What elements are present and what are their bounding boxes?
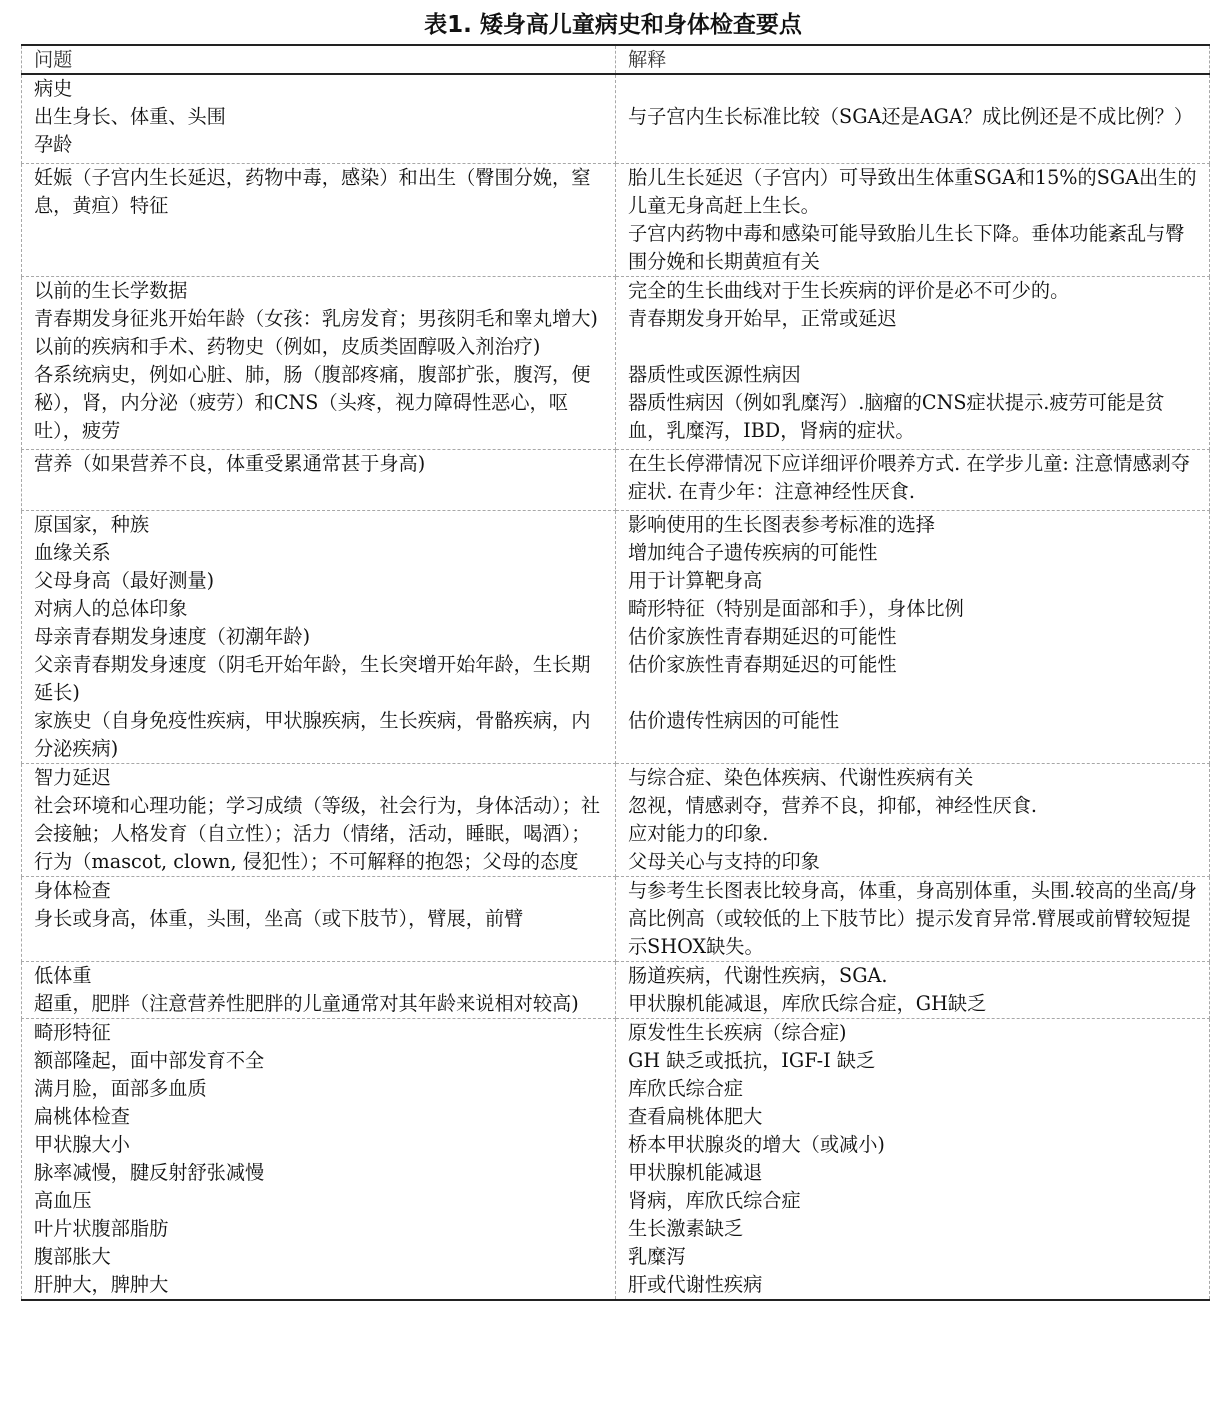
explanation-line: 胎儿生长延迟（子宫内）可导致出生体重SGA和15%的SGA出生的儿童无身高赶上生长。 (628, 166, 1197, 217)
question-line: 病史 (34, 77, 73, 100)
explanation-line (628, 75, 1197, 103)
question-cell (22, 877, 616, 962)
table-body (22, 74, 1210, 1300)
question-line: 肝肿大，脾肿大 (34, 1273, 169, 1296)
table-title: 表1. 矮身高儿童病史和身体检查要点 (424, 12, 802, 38)
question-cell (22, 277, 616, 450)
history-exam-table (21, 44, 1210, 1301)
question-cell (22, 74, 616, 164)
explanation-line: GH 缺乏或抵抗，IGF-I 缺乏 (628, 1049, 876, 1072)
question-line: 妊娠（子宫内生长延迟，药物中毒，感染）和出生（臀围分娩，窒息，黄疸）特征 (34, 166, 591, 217)
question-line: 畸形特征 (34, 1021, 111, 1044)
question-line: 高血压 (34, 1189, 92, 1212)
explanation-cell (616, 74, 1210, 164)
explanation-line: 增加纯合子遗传疾病的可能性 (628, 541, 878, 564)
question-line: 青春期发身征兆开始年龄（女孩：乳房发育；男孩阴毛和睾丸增大) (34, 307, 598, 330)
explanation-line: 器质性或医源性病因 (628, 363, 801, 386)
question-line: 脉率减慢，腱反射舒张减慢 (34, 1161, 265, 1184)
table-row (22, 164, 1210, 277)
question-line: 孕龄 (34, 133, 73, 156)
explanation-line: 肾病，库欣氏综合症 (628, 1189, 801, 1212)
explanation-cell (616, 164, 1210, 277)
table-header (22, 45, 1210, 74)
question-line: 营养（如果营养不良，体重受累通常甚于身高) (34, 452, 426, 475)
explanation-line: 甲状腺机能减退，库欣氏综合症，GH缺乏 (628, 992, 987, 1015)
explanation-line: 用于计算靶身高 (628, 569, 763, 592)
table-row (22, 74, 1210, 164)
explanation-cell (616, 877, 1210, 962)
question-line: 额部隆起，面中部发育不全 (34, 1049, 265, 1072)
table-row (22, 511, 1210, 764)
explanation-line: 估价家族性青春期延迟的可能性 (628, 653, 897, 676)
explanation-line: 与综合症、染色体疾病、代谢性疾病有关 (628, 766, 974, 789)
explanation-cell (616, 450, 1210, 511)
explanation-line: 原发性生长疾病（综合症) (628, 1021, 847, 1044)
question-line: 社会环境和心理功能；学习成绩（等级，社会行为，身体活动）；社会接触；人格发育（自立性）；活力（情绪，活动，睡眠，喝酒）；行为（mascot, clown, 侵犯性）；不可解释的抱怨；父母的态度 (34, 794, 601, 873)
explanation-line: 与参考生长图表比较身高，体重，身高别体重，头围.较高的坐高/身高比例高（或较低的上下肢节比）提示发育异常.臂展或前臂较短提示SHOX缺失。 (628, 879, 1197, 958)
explanation-line: 估价家族性青春期延迟的可能性 (628, 625, 897, 648)
question-line: 以前的生长学数据 (34, 279, 188, 302)
question-line: 扁桃体检查 (34, 1105, 130, 1128)
question-line: 血缘关系 (34, 541, 111, 564)
explanation-line: 库欣氏综合症 (628, 1077, 744, 1100)
question-cell (22, 962, 616, 1019)
explanation-line: 乳糜泻 (628, 1245, 686, 1268)
question-line: 原国家，种族 (34, 513, 150, 536)
explanation-line: 应对能力的印象. (628, 822, 769, 845)
explanation-cell (616, 764, 1210, 877)
explanation-line: 肝或代谢性疾病 (628, 1273, 763, 1296)
explanation-line: 查看扁桃体肥大 (628, 1105, 763, 1128)
explanation-cell (616, 962, 1210, 1019)
question-cell (22, 764, 616, 877)
question-cell (22, 450, 616, 511)
question-line: 腹部胀大 (34, 1245, 111, 1268)
question-line: 智力延迟 (34, 766, 111, 789)
question-line: 各系统病史，例如心脏、肺，肠（腹部疼痛，腹部扩张，腹泻，便秘），肾，内分泌（疲劳）和CNS（头疼，视力障碍性恶心，呕吐），疲劳 (34, 363, 591, 442)
table-row (22, 277, 1210, 450)
explanation-line: 畸形特征（特别是面部和手），身体比例 (628, 597, 964, 620)
explanation-line (628, 333, 1197, 361)
explanation-cell (616, 277, 1210, 450)
question-line: 以前的疾病和手术、药物史（例如，皮质类固醇吸入剂治疗) (34, 335, 541, 358)
explanation-line: 影响使用的生长图表参考标准的选择 (628, 513, 935, 536)
question-line: 母亲青春期发身速度（初潮年龄) (34, 625, 311, 648)
header-question: 问题 (22, 45, 616, 74)
question-line: 父亲青春期发身速度（阴毛开始年龄，生长突增开始年龄，生长期延长) (34, 653, 591, 704)
question-cell (22, 1019, 616, 1301)
explanation-line: 桥本甲状腺炎的增大（或减小) (628, 1133, 885, 1156)
explanation-line: 在生长停滞情况下应详细评价喂养方式. 在学步儿童: 注意情感剥夺症状. 在青少年：注意神经性厌食. (628, 452, 1191, 503)
question-line: 家族史（自身免疫性疾病，甲状腺疾病，生长疾病，骨骼疾病，内分泌疾病) (34, 709, 591, 760)
table-row (22, 877, 1210, 962)
question-line: 满月脸，面部多血质 (34, 1077, 207, 1100)
header-explanation: 解释 (616, 45, 1210, 74)
question-line: 出生身长、体重、头围 (34, 105, 226, 128)
explanation-line: 器质性病因（例如乳糜泻）.脑瘤的CNS症状提示.疲劳可能是贫血，乳糜泻，IBD，肾病的症状。 (628, 391, 1165, 442)
explanation-line: 青春期发身开始早，正常或延迟 (628, 307, 897, 330)
explanation-line: 与子宫内生长标准比较（SGA还是AGA？成比例还是不成比例？） (628, 105, 1194, 128)
question-line: 对病人的总体印象 (34, 597, 188, 620)
header-row (22, 45, 1210, 74)
question-line: 身体检查 (34, 879, 111, 902)
table-row (22, 764, 1210, 877)
explanation-line: 子宫内药物中毒和感染可能导致胎儿生长下降。垂体功能紊乱与臀围分娩和长期黄疸有关 (628, 222, 1185, 273)
explanation-line: 生长激素缺乏 (628, 1217, 744, 1240)
table-row (22, 962, 1210, 1019)
question-cell (22, 164, 616, 277)
table-row (22, 450, 1210, 511)
explanation-cell (616, 1019, 1210, 1301)
explanation-line: 完全的生长曲线对于生长疾病的评价是必不可少的。 (628, 279, 1070, 302)
explanation-line: 肠道疾病，代谢性疾病，SGA. (628, 964, 888, 987)
explanation-line: 忽视，情感剥夺，营养不良，抑郁，神经性厌食. (628, 794, 1038, 817)
table-row (22, 1019, 1210, 1301)
question-line: 父母身高（最好测量) (34, 569, 215, 592)
explanation-line: 估价遗传性病因的可能性 (628, 709, 840, 732)
question-line: 甲状腺大小 (34, 1133, 130, 1156)
explanation-cell (616, 511, 1210, 764)
question-line: 超重，肥胖（注意营养性肥胖的儿童通常对其年龄来说相对较高) (34, 992, 579, 1015)
question-line: 叶片状腹部脂肪 (34, 1217, 169, 1240)
explanation-line: 甲状腺机能减退 (628, 1161, 763, 1184)
question-line: 低体重 (34, 964, 92, 987)
question-line: 身长或身高，体重，头围，坐高（或下肢节），臂展，前臂 (34, 907, 524, 930)
explanation-line (628, 679, 1197, 707)
question-cell (22, 511, 616, 764)
explanation-line: 父母关心与支持的印象 (628, 850, 820, 873)
